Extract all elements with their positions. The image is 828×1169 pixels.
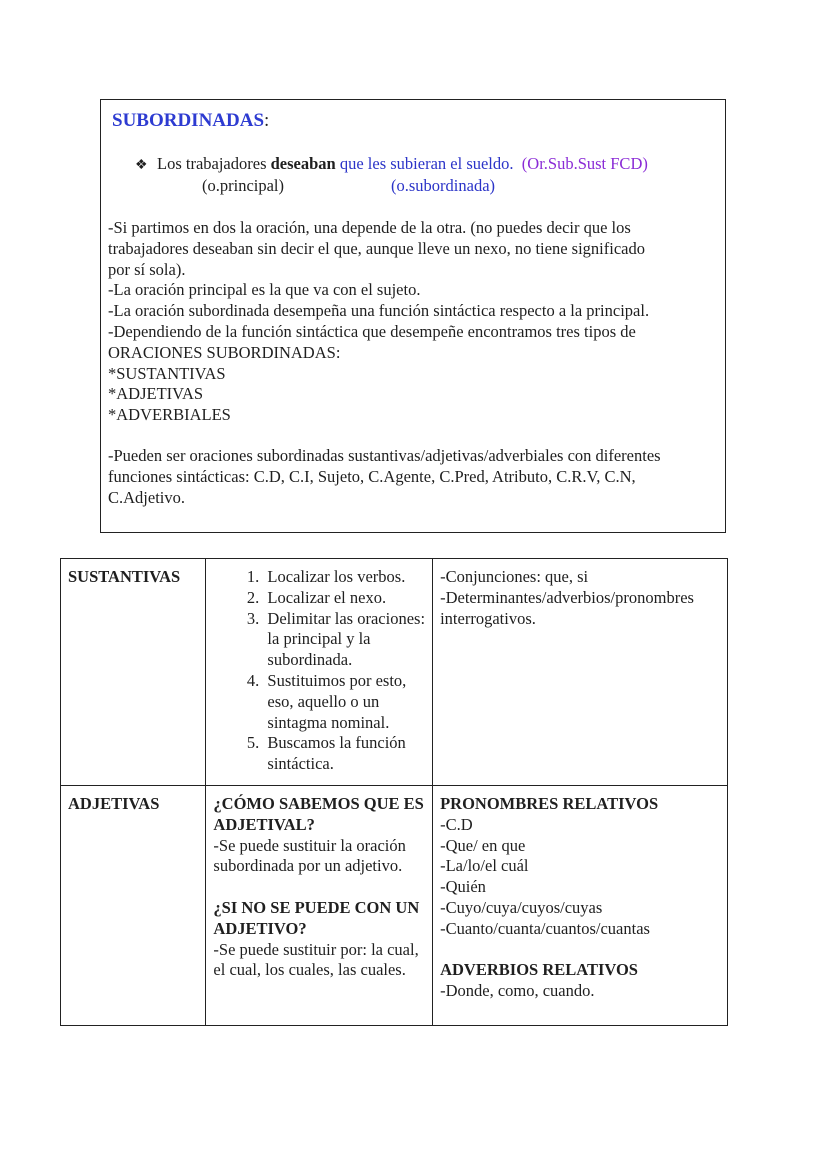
- steps-cell: [206, 559, 433, 786]
- table-row: [61, 559, 728, 786]
- explanation-paragraph: -Si partimos en dos la oración, una depende de la otra. (no puedes decir que los trabajadores deseaban sin decir el que, aunque lleve un nexo, no tiene significado por sí sola). -La oración principal es la que va con el sujeto. -La oración subordinada desempeña una función sintáctica respecto a la principal. -Dependiendo de la función sintáctica que desempeñe encontramos tres tipos de ORACIONES SUBORDINADAS: *SUSTANTIVAS *ADJETIVAS *ADVERBIALES: [108, 218, 650, 425]
- question: ¿CÓMO SABEMOS QUE ES ADJETIVAL?: [213, 793, 424, 834]
- list-item: 3. Delimitar las oraciones: la principal y la subordinada.: [263, 609, 426, 671]
- list-item: 1. Localizar los verbos.: [263, 567, 426, 588]
- adverbs-heading: ADVERBIOS RELATIVOS: [440, 960, 638, 980]
- diamond-bullet-icon: ❖: [135, 158, 148, 173]
- questions-cell: [206, 785, 433, 1025]
- example-sentence: ❖ Los trabajadores deseaban que les subieran el sueldo. (Or.Sub.Sust FCD): [135, 154, 648, 173]
- table-row: [61, 785, 728, 1025]
- row-heading: SUSTANTIVAS: [61, 559, 206, 786]
- nexus-cell: -Conjunciones: que, si -Determinantes/adverbios/pronombres interrogativos.: [433, 559, 728, 786]
- subordinadas-table: [60, 558, 728, 1026]
- relatives-heading: PRONOMBRES RELATIVOS: [440, 793, 659, 813]
- answer: -Se puede sustituir por: la cual, el cual, los cuales, las cuales.: [213, 939, 419, 980]
- list-item: 5. Buscamos la función sintáctica.: [263, 733, 426, 775]
- subordinadas-box: [100, 99, 726, 533]
- section-title: SUBORDINADAS:: [112, 110, 270, 131]
- functions-paragraph: -Pueden ser oraciones subordinadas sustantivas/adjetivas/adverbiales con diferentes funciones sintácticas: C.D, C.I, Sujeto, C.Agente, C.Pred, Atributo, C.R.V, C.N, C.Adjetivo.: [108, 446, 661, 507]
- row-heading: ADJETIVAS: [61, 785, 206, 1025]
- list-item: 2. Localizar el nexo.: [263, 588, 426, 609]
- question: ¿SI NO SE PUEDE CON UN ADJETIVO?: [213, 897, 420, 938]
- answer: -Se puede sustituir la oración subordinada por un adjetivo.: [213, 835, 406, 876]
- relatives-cell: PRONOMBRES RELATIVOS -C.D -Que/ en que -La/lo/el cuál -Quién -Cuyo/cuya/cuyos/cuyas -Cuanto/cuanta/cuantos/cuantas ADVERBIOS RELATIVOS -Donde, como, cuando.: [433, 785, 728, 1025]
- label-subordinada: (o.subordinada): [391, 176, 496, 195]
- steps-list: [213, 567, 426, 775]
- label-principal: (o.principal): [202, 176, 285, 195]
- list-item: 4. Sustituimos por esto, eso, aquello o un sintagma nominal.: [263, 671, 426, 733]
